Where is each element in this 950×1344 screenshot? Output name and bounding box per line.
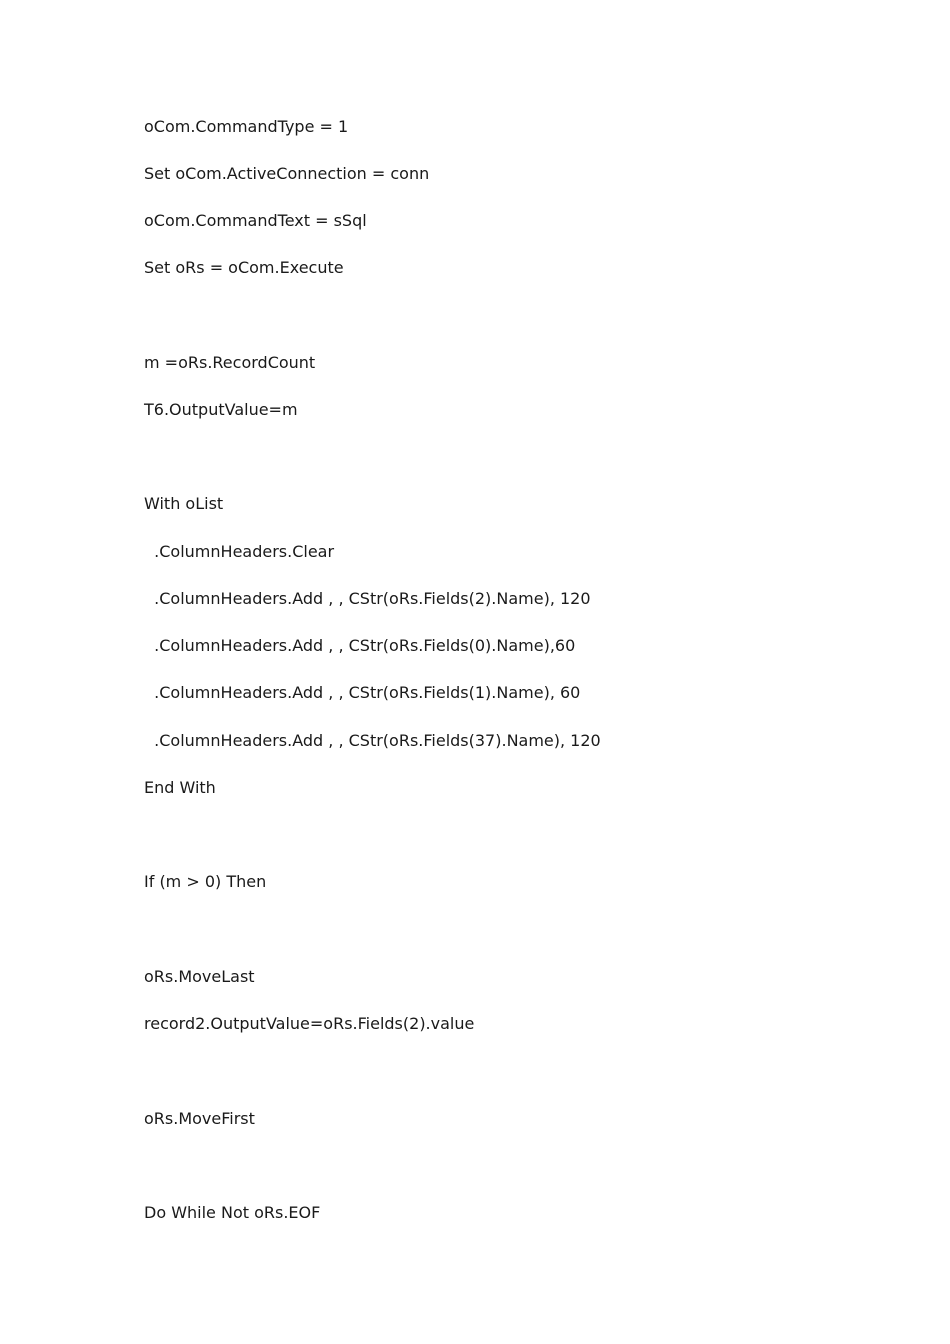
code-line: .ColumnHeaders.Add , , CStr(oRs.Fields(0).Name),60 (144, 636, 576, 655)
code-line: With oList (144, 494, 224, 513)
code-line: Do While Not oRs.EOF (144, 1203, 321, 1222)
code-line: Set oRs = oCom.Execute (144, 258, 344, 277)
code-line: oRs.MoveFirst (144, 1109, 255, 1128)
code-line: .ColumnHeaders.Add , , CStr(oRs.Fields(2).Name), 120 (144, 589, 591, 608)
code-line: End With (144, 778, 216, 797)
code-line: .ColumnHeaders.Add , , CStr(oRs.Fields(37).Name), 120 (144, 731, 601, 750)
code-line: record2.OutputValue=oRs.Fields(2).value (144, 1014, 475, 1033)
code-line: oCom.CommandType = 1 (144, 117, 349, 136)
code-line: oCom.CommandText = sSql (144, 211, 367, 230)
code-line: oRs.MoveLast (144, 967, 255, 986)
code-line: m =oRs.RecordCount (144, 353, 316, 372)
code-line: T6.OutputValue=m (144, 400, 298, 419)
code-line: If (m > 0) Then (144, 872, 267, 891)
code-line: .ColumnHeaders.Clear (144, 542, 335, 561)
code-line: Set oCom.ActiveConnection = conn (144, 164, 430, 183)
code-line: .ColumnHeaders.Add , , CStr(oRs.Fields(1).Name), 60 (144, 683, 581, 702)
